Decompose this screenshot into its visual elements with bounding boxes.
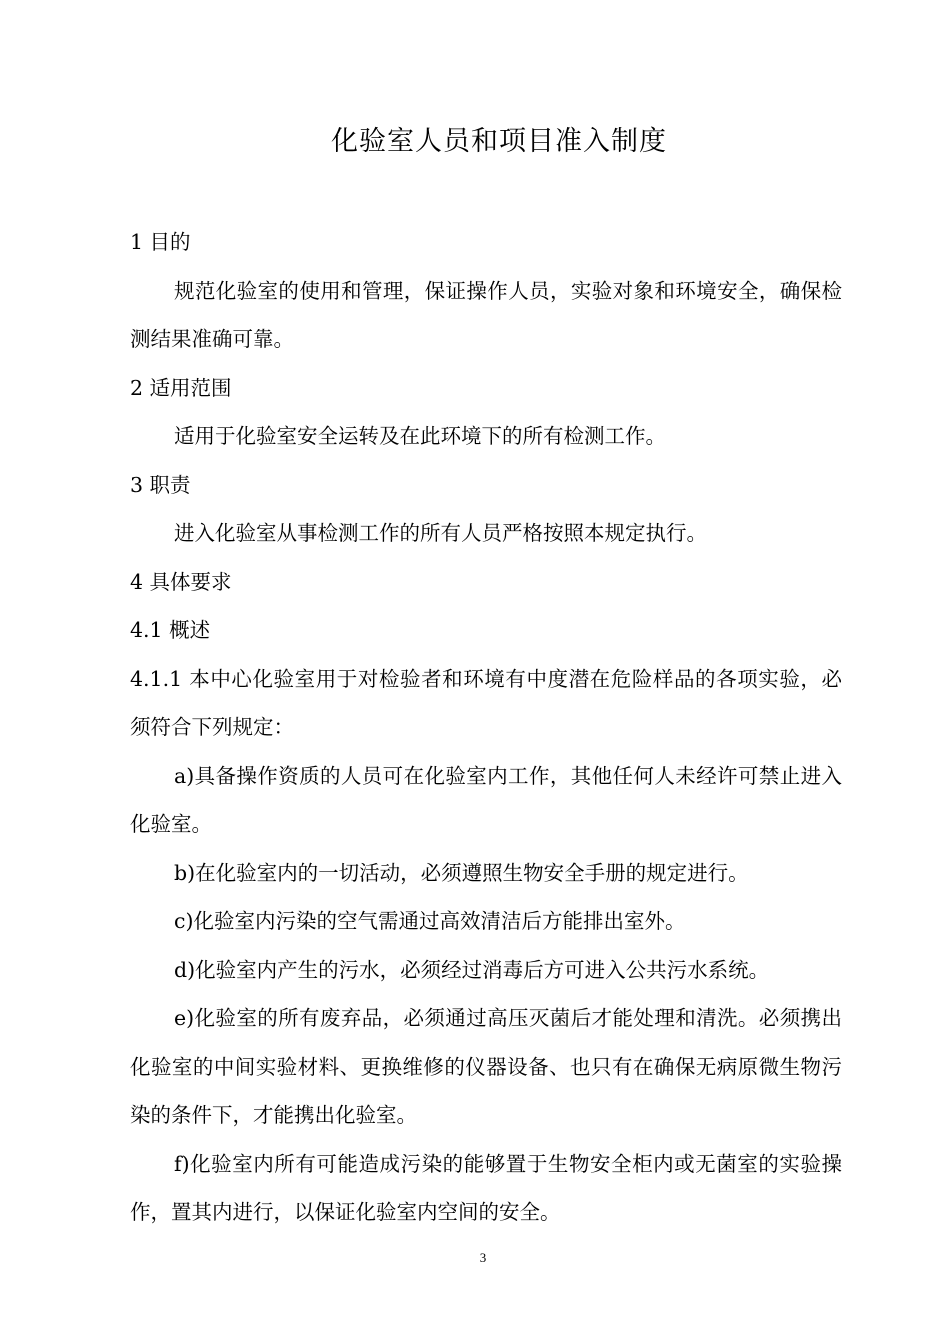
list-item-a: a)具备操作资质的人员可在化验室内工作，其他任何人未经许可禁止进入化验室。 [130, 763, 842, 836]
paragraph-scope: 适用于化验室安全运转及在此环境下的所有检测工作。 [174, 424, 666, 448]
section-heading-scope: 2 适用范围 [130, 375, 232, 400]
page-number: 3 [479, 1250, 487, 1265]
list-item-d: d)化验室内产生的污水，必须经过消毒后方可进入公共污水系统。 [174, 957, 770, 982]
list-item-b: b)在化验室内的一切活动，必须遵照生物安全手册的规定进行。 [174, 860, 749, 885]
clause-4-1-1: 4.1.1 本中心化验室用于对检验者和环境有中度潜在危险样品的各项实验，必须符合下列规定： [130, 666, 842, 739]
document-title: 化验室人员和项目准入制度 [331, 126, 667, 157]
section-heading-requirements: 4 具体要求 [130, 569, 232, 594]
document-body [130, 218, 842, 1237]
list-item-c: c)化验室内污染的空气需通过高效清洁后方能排出室外。 [174, 909, 686, 933]
list-item-f: f)化验室内所有可能造成污染的能够置于生物安全柜内或无菌室的实验操作，置其内进行，以保证化验室内空间的安全。 [130, 1151, 842, 1224]
list-item-e: e)化验室的所有废弃品，必须通过高压灭菌后才能处理和清洗。必须携出化验室的中间实验材料、更换维修的仪器设备、也只有在确保无病原微生物污染的条件下，才能携出化验室。 [130, 1006, 842, 1127]
subsection-heading-overview: 4.1 概述 [130, 618, 211, 642]
section-heading-purpose: 1 目的 [130, 230, 191, 254]
paragraph-responsibility: 进入化验室从事检测工作的所有人员严格按照本规定执行。 [174, 521, 707, 545]
section-heading-responsibility: 3 职责 [130, 472, 191, 497]
paragraph-purpose: 规范化验室的使用和管理，保证操作人员，实验对象和环境安全，确保检测结果准确可靠。 [130, 278, 842, 351]
